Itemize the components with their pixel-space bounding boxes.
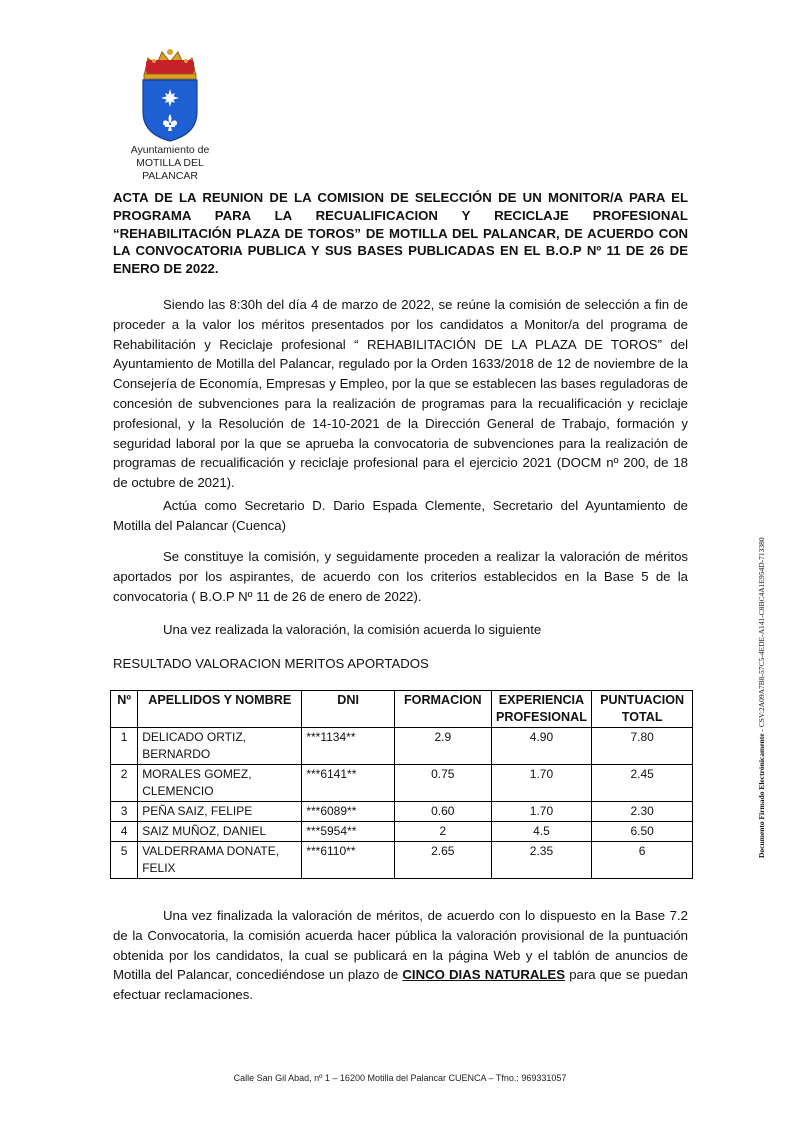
cell-formacion: 2.9 xyxy=(394,728,491,765)
cell-dni: ***1134** xyxy=(302,728,395,765)
cell-dni: ***6141** xyxy=(302,765,395,802)
col-header-number: Nº xyxy=(111,691,138,728)
cell-number: 4 xyxy=(111,822,138,842)
logo-caption-line1: Ayuntamiento de xyxy=(130,144,210,156)
cell-experiencia: 4.90 xyxy=(491,728,592,765)
col-header-name: APELLIDOS Y NOMBRE xyxy=(138,691,302,728)
cell-number: 3 xyxy=(111,802,138,822)
cell-number: 5 xyxy=(111,842,138,879)
cell-number: 1 xyxy=(111,728,138,765)
deadline-highlight: CINCO DIAS NATURALES xyxy=(402,967,566,983)
table-row xyxy=(111,765,693,802)
cell-total: 6.50 xyxy=(592,822,693,842)
cell-name: PEÑA SAIZ, FELIPE xyxy=(138,802,302,822)
document-title: ACTA DE LA REUNION DE LA COMISION DE SELECCIÓN DE UN MONITOR/A PARA EL PROGRAMA PARA LA RECUALIFICACION Y RECICLAJE PROFESIONAL “REHABILITACIÓN PLAZA DE TOROS” DE MOTILLA DEL PALANCAR, DE ACUERDO CON LA CONVOCATORIA PUBLICA Y SUS BASES PUBLICADAS EN EL B.O.P Nº 11 DE 26 DE ENERO DE 2022. xyxy=(113,190,688,277)
cell-total: 2.45 xyxy=(592,765,693,802)
signature-label: Documento Firmado Electrónicamente xyxy=(757,733,766,858)
cell-formacion: 2 xyxy=(394,822,491,842)
paragraph-closing-text: Una vez finalizada la valoración de méritos, de acuerdo con lo dispuesto en la Base 7.2 de la Convocatoria, la comisión acuerda hacer pública la valoración provisional de la puntuación obtenida por los candidatos, la cual se publicará en la página Web y el tablón de anuncios de Motilla del Palancar, concediéndose un plazo de xyxy=(113,908,688,983)
cell-name: DELICADO ORTIZ, BERNARDO xyxy=(138,728,302,765)
paragraph-agreement-text: Una vez realizada la valoración, la comisión acuerda lo siguiente xyxy=(163,622,542,637)
electronic-signature-stamp xyxy=(757,537,766,858)
paragraph-secretary-text: Actúa como Secretario D. Dario Espada Clemente, Secretario del Ayuntamiento de Motilla del Palancar (Cuenca) xyxy=(113,498,688,533)
cell-name: MORALES GOMEZ, CLEMENCIO xyxy=(138,765,302,802)
paragraph-closing-end: para que se puedan efectuar reclamaciones. xyxy=(113,967,688,1003)
col-header-experiencia: EXPERIENCIA PROFESIONAL xyxy=(491,691,592,728)
cell-experiencia: 2.35 xyxy=(491,842,592,879)
cell-total: 2.30 xyxy=(592,802,693,822)
cell-formacion: 0.60 xyxy=(394,802,491,822)
cell-formacion: 2.65 xyxy=(394,842,491,879)
table-row xyxy=(111,822,693,842)
cell-number: 2 xyxy=(111,765,138,802)
logo-caption-line2: MOTILLA DEL PALANCAR xyxy=(136,157,204,182)
cell-total: 7.80 xyxy=(592,728,693,765)
table-row xyxy=(111,802,693,822)
cell-dni: ***6089** xyxy=(302,802,395,822)
cell-experiencia: 4.5 xyxy=(491,822,592,842)
signature-csv: - CSV:2A09A7B8-57C5-4EDE-A141-C8BC4A1E954D-713380 xyxy=(757,537,766,734)
municipal-logo xyxy=(108,46,232,183)
cell-name: SAIZ MUÑOZ, DANIEL xyxy=(138,822,302,842)
paragraph-commission-text: Se constituye la comisión, y seguidamente proceden a realizar la valoración de méritos aportados por los aspirantes, de acuerdo con los criterios establecidos en la Base 5 de la convocatoria ( B.O.P Nº 11 de 26 de enero de 2022). xyxy=(113,549,688,604)
cell-experiencia: 1.70 xyxy=(491,765,592,802)
cell-name: VALDERRAMA DONATE, FELIX xyxy=(138,842,302,879)
table-row xyxy=(111,728,693,765)
coat-of-arms-icon xyxy=(138,46,202,142)
col-header-total: PUNTUACION TOTAL xyxy=(592,691,693,728)
paragraph-closing xyxy=(113,906,688,1005)
results-heading: RESULTADO VALORACION MERITOS APORTADOS xyxy=(113,656,429,671)
paragraph-agreement xyxy=(113,620,688,640)
page-footer: Calle San Gil Abad, nº 1 – 16200 Motilla del Palancar CUENCA – Tfno.: 969331057 xyxy=(233,1073,567,1083)
cell-experiencia: 1.70 xyxy=(491,802,592,822)
table-header-row xyxy=(111,691,693,728)
paragraph-opening xyxy=(113,295,688,493)
cell-dni: ***6110** xyxy=(302,842,395,879)
table-row xyxy=(111,842,693,879)
cell-formacion: 0.75 xyxy=(394,765,491,802)
paragraph-opening-text: Siendo las 8:30h del día 4 de marzo de 2022, se reúne la comisión de selección a fin de proceder a la valor los méritos presentados por los candidatos a Monitor/a del programa de Rehabilitación y Reciclaje profesional “ REHABILITACIÓN DE LA PLAZA DE TOROS” del Ayuntamiento de Motilla del Palancar, regulado por la Orden 1633/2018 de 12 de noviembre de la Consejería de Economía, Empresas y Empleo, por la que se establecen las bases reguladoras de concesión de subvenciones para la realización de programas para la recualificación y reciclaje profesional, y la Resolución de 14-10-2021 de la Dirección General de Trabajo, formación y seguridad laboral por la que se aprueba la convocatoria de subvenciones para la realización de programas de recualificación y reciclaje profesional para el ejercicio 2021 (DOCM nº 200, de 18 de octubre de 2021). xyxy=(113,297,688,491)
results-table xyxy=(110,690,693,879)
col-header-formacion: FORMACION xyxy=(394,691,491,728)
paragraph-secretary xyxy=(113,496,688,536)
cell-total: 6 xyxy=(592,842,693,879)
col-header-dni: DNI xyxy=(302,691,395,728)
cell-dni: ***5954** xyxy=(302,822,395,842)
paragraph-commission xyxy=(113,547,688,606)
